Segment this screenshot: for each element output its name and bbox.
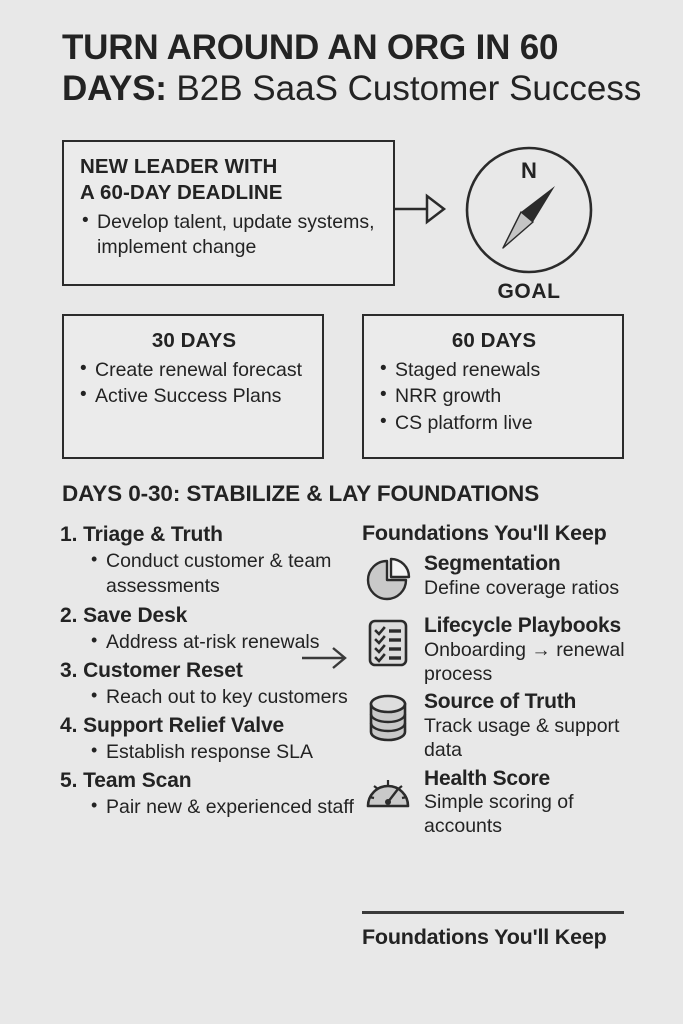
foundation-desc: Simple scoring of accounts [424,791,574,838]
foundations-column [362,521,647,843]
foundation-title: Segmentation [424,552,561,575]
foundation-text [414,614,647,686]
step-bullet-list [90,740,360,765]
step-label: Team Scan [83,769,192,793]
milestone-box-60-days [362,314,624,459]
foundation-desc: Onboarding → renewal process [424,638,625,685]
step-number: 1. [60,523,78,546]
list-item: • Establish response SLA [90,740,360,765]
list-item [362,767,647,839]
step-number: 2. [60,603,78,627]
pie-chart-icon [362,552,414,610]
step-label: Support Relief Valve [83,714,285,738]
step-bullet-list [90,795,360,820]
milestone-box-30-days [62,314,324,459]
new-leader-heading-line-2: A 60-DAY DEADLINE [80,180,283,204]
foundation-text [414,552,619,601]
foundation-title: Lifecycle Playbooks [424,614,621,637]
footer-divider [362,911,624,914]
list-item [60,767,360,820]
compass-north-label: N [521,158,537,183]
list-item [60,712,360,765]
step-title [60,602,360,630]
step-title [60,712,360,740]
new-leader-bullet-list [80,210,379,261]
foundation-desc: Define coverage ratios [424,576,620,599]
step-bullet-list [90,685,360,710]
step-number: 5. [60,769,78,793]
new-leader-heading [80,154,379,206]
list-item: • Conduct customer & team assessments [90,549,360,600]
arrow-to-goal-icon [394,190,450,228]
compass-icon [459,138,599,278]
step-bullet-list [90,549,360,600]
list-item: • Active Success Plans [78,384,310,409]
milestone-heading: 30 DAYS [151,329,237,352]
foundation-text [414,767,647,839]
goal-compass-group [459,138,599,308]
milestone-bullet-list [378,358,610,436]
checklist-icon [362,614,414,672]
list-item [60,521,360,600]
milestone-bullet-list [78,358,310,410]
list-item: • Develop talent, update systems, implement change [80,210,379,261]
title-line-2 [62,69,652,110]
list-item [362,614,647,686]
foundation-text [414,690,647,762]
list-item [362,552,647,610]
list-item: • Reach out to key customers [90,685,360,710]
footer-label: Foundations You'll Keep [362,925,607,949]
new-leader-box [62,140,395,286]
step-number: 3. [60,658,78,682]
title-days-label: DAYS: [62,68,167,108]
step-label: Triage & Truth [83,523,223,546]
new-leader-heading-line-1: NEW LEADER WITH [80,155,278,178]
section-heading: DAYS 0-30: STABILIZE & LAY FOUNDATIONS [62,481,540,506]
list-item: • CS platform live [378,411,610,436]
page-title [62,28,652,110]
list-item: • NRR growth [378,384,610,409]
foundation-title: Source of Truth [424,690,577,714]
list-item: • Pair new & experienced staff [90,795,360,820]
foundation-title: Health Score [424,766,550,790]
list-item [362,690,647,762]
arrow-right-icon [300,645,350,671]
milestone-heading: 60 DAYS [451,329,537,352]
list-item: • Staged renewals [378,358,610,383]
gauge-icon [362,767,414,825]
foundation-desc: Track usage & support data [424,715,620,761]
foundations-title: Foundations You'll Keep [362,521,607,545]
step-title [60,767,360,795]
list-item: • Create renewal forecast [78,358,310,383]
database-icon [362,690,414,748]
step-label: Save Desk [83,603,188,627]
steps-list [60,521,360,823]
title-subtitle: B2B SaaS Customer Success [166,68,642,108]
list-item: • Address at-risk renewals [90,630,360,655]
step-title [60,521,360,549]
goal-label: GOAL [497,280,561,303]
title-line-1: TURN AROUND AN ORG IN 60 [62,28,559,67]
step-label: Customer Reset [83,658,243,682]
step-number: 4. [60,714,78,738]
